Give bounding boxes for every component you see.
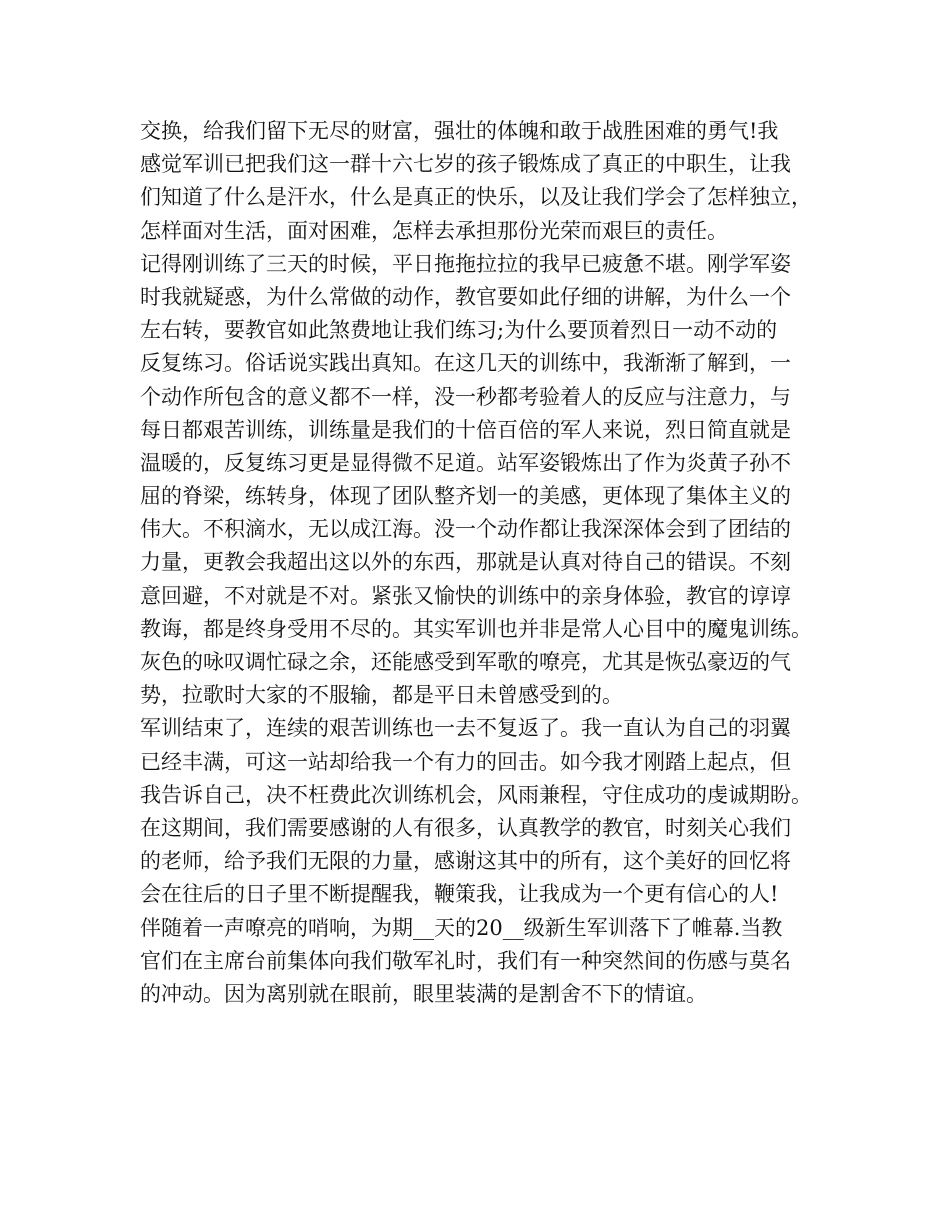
text-line: 的老师，给予我们无限的力量，感谢这其中的所有，这个美好的回忆将 (140, 849, 791, 874)
text-line: 我告诉自己，决不枉费此次训练机会，风雨兼程，守住成功的虔诚期盼。 (140, 782, 812, 807)
text-line: 已经丰满，可这一站却给我一个有力的回击。如今我才刚踏上起点，但 (140, 749, 791, 774)
text-line: 势，拉歌时大家的不服输，都是平日未曾感受到的。 (140, 683, 623, 708)
text-line: 在这期间，我们需要感谢的人有很多，认真教学的教官，时刻关心我们 (140, 815, 791, 840)
text-line: 屈的脊梁，练转身，体现了团队整齐划一的美感，更体现了集体主义的 (140, 484, 791, 509)
text-line: 反复练习。俗话说实践出真知。在这几天的训练中，我渐渐了解到，一 (140, 351, 791, 376)
text-line: 会在往后的日子里不断提醒我，鞭策我，让我成为一个更有信心的人! (140, 882, 779, 907)
text-line: 温暖的，反复练习更是显得微不足道。站军姿锻炼出了作为炎黄子孙不 (140, 450, 791, 475)
text-line: 怎样面对生活，面对困难，怎样去承担那份光荣而艰巨的责任。 (140, 218, 728, 243)
text-line: 左右转，要教官如此煞费地让我们练习;为什么要顶着烈日一动不动的 (140, 318, 778, 343)
text-line: 记得刚训练了三天的时候，平日拖拖拉拉的我早已疲惫不堪。刚学军姿 (140, 251, 791, 276)
text-line: 意回避，不对就是不对。紧张又愉快的训练中的亲身体验，教官的谆谆 (140, 583, 791, 608)
text-line: 伟大。不积滴水，无以成江海。没一个动作都让我深深体会到了团结的 (140, 517, 791, 542)
text-line: 军训结束了，连续的艰苦训练也一去不复返了。我一直认为自己的羽翼 (140, 716, 791, 741)
text-line: 每日都艰苦训练，训练量是我们的十倍百倍的军人来说，烈日简直就是 (140, 417, 791, 442)
text-line: 力量，更教会我超出这以外的东西，那就是认真对待自己的错误。不刻 (140, 550, 791, 575)
text-line: 个动作所包含的意义都不一样，没一秒都考验着人的反应与注意力，与 (140, 384, 791, 409)
text-line: 官们在主席台前集体向我们敬军礼时，我们有一种突然间的伤感与莫名 (140, 948, 791, 973)
body-text (140, 115, 830, 1011)
text-line: 们知道了什么是汗水，什么是真正的快乐，以及让我们学会了怎样独立， (140, 185, 812, 210)
text-line: 灰色的咏叹调忙碌之余，还能感受到军歌的嘹亮，尤其是恢弘豪迈的气 (140, 650, 791, 674)
text-line: 交换，给我们留下无尽的财富，强壮的体魄和敢于战胜困难的勇气!我 (140, 119, 779, 143)
text-line: 伴随着一声嘹亮的哨响，为期__天的20__级新生军训落下了帷幕.当教 (140, 915, 783, 940)
text-line: 的冲动。因为离别就在眼前，眼里装满的是割舍不下的情谊。 (140, 981, 707, 1006)
text-line: 教诲，都是终身受用不尽的。其实军训也并非是常人心目中的魔鬼训练。 (140, 616, 812, 641)
text-line: 感觉军训已把我们这一群十六七岁的孩子锻炼成了真正的中职生，让我 (140, 152, 791, 177)
text-line: 时我就疑惑，为什么常做的动作，教官要如此仔细的讲解，为什么一个 (140, 284, 791, 309)
